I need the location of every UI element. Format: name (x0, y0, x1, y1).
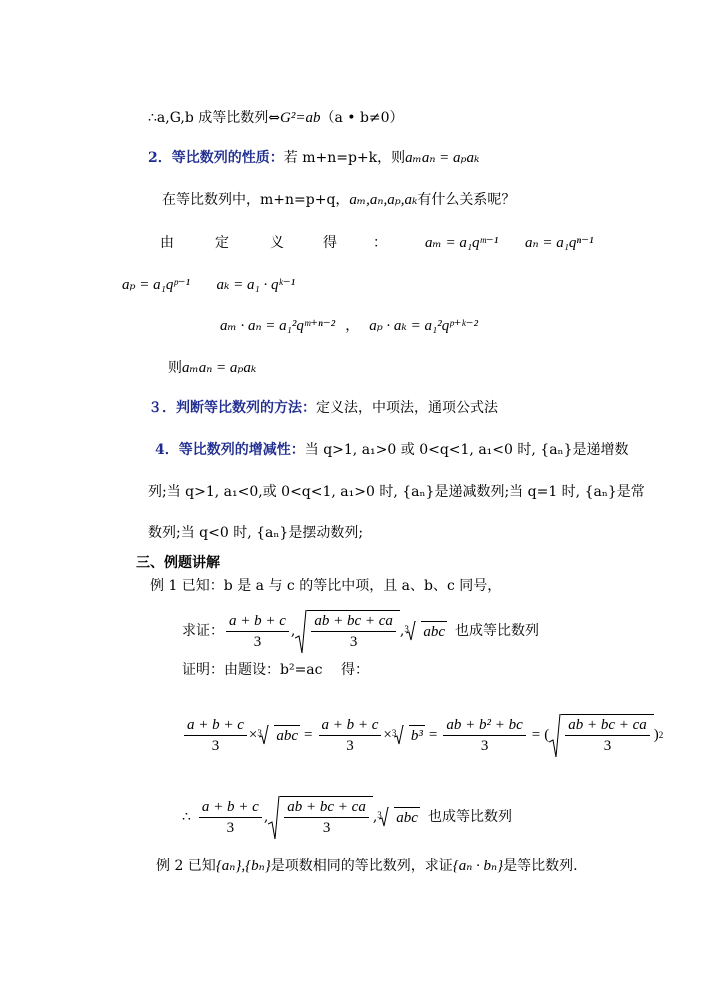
conclusion-formula: aₘaₙ = aₚaₖ (182, 360, 257, 376)
formula-am: aₘ = a₁qᵐ⁻¹ (425, 235, 499, 251)
example-2-formula-2: {aₙ · bₙ} (452, 858, 504, 874)
fraction-sum (226, 611, 289, 652)
fraction-sum-numerator: a + b + c (226, 611, 289, 632)
question-text-2: 有什么关系呢？ (417, 192, 516, 208)
section-2-title: 2．等比数列的性质： (148, 150, 284, 166)
eq-sqrt-fraction (549, 714, 654, 756)
formula-an: aₙ = a₁qⁿ⁻¹ (525, 235, 594, 251)
section-3 (148, 398, 498, 418)
section-2-heading (148, 148, 480, 168)
eq-frac-2-num: a + b + c (319, 715, 382, 736)
equivalence-arrow: ⇔ (268, 110, 280, 126)
spaced-char-2: 定 (215, 235, 229, 251)
cube-root-abc-radicand: abc (421, 621, 447, 642)
equals-2: = (428, 727, 438, 743)
eq-cube-root-abc: 3 abc (257, 725, 300, 746)
line-geometric-mean (148, 108, 404, 128)
formula-ak: aₖ = a₁ · qᵏ⁻¹ (216, 277, 296, 293)
conclusion-label: 则 (168, 360, 182, 376)
eq-frac-3-den: 3 (480, 737, 489, 754)
section-3-title: ３．判断等比数列的方法： (148, 400, 316, 416)
line1-post: （a • b≠0） (320, 110, 404, 126)
spaced-char-3: 义 (270, 235, 284, 251)
section-3-text: 定义法，中项法，通项公式法 (316, 400, 498, 416)
line1-formula: G²=ab (280, 110, 321, 126)
sqrt-numerator: ab + bc + ca (311, 611, 396, 632)
eq-cube-root-b3-radicand: b³ (409, 725, 425, 746)
question-text-1: 在等比数列中，m+n=p+q， (162, 192, 350, 208)
example-1-intro: 例 1 已知：b 是 a 与 c 的等比中项，且 a、b、c 同号， (150, 578, 502, 594)
section-2-formula: aₘaₙ = aₚaₖ (405, 150, 480, 166)
therefore-symbol: ∴ (182, 809, 191, 825)
section-examples-title: 三、例题讲解 (136, 555, 220, 571)
example-2-text-3: 是等比数列. (503, 858, 578, 874)
line1-pre: ∴a,G,b 成等比数列 (148, 110, 269, 126)
concl-frac-num: a + b + c (199, 797, 262, 818)
formula-am-an: aₘ · aₙ = a₁²qᵐ⁺ⁿ⁻² (220, 318, 336, 334)
eq-frac-2-den: 3 (346, 737, 354, 754)
eq-frac-2 (319, 715, 382, 756)
cube-root-abc: 3 abc (404, 621, 447, 642)
eq-frac-1-num: a + b + c (184, 715, 247, 736)
times-sign-1: × (248, 727, 258, 743)
equals-1: = (304, 727, 313, 743)
right-paren: ) (653, 727, 659, 743)
concl-frac-den: 3 (226, 819, 235, 836)
spaced-char-4: 得 (323, 235, 337, 251)
eq-sqrt-den: 3 (603, 738, 612, 754)
section-4-line-1 (155, 440, 629, 460)
formula-ap: aₚ = a₁qᵖ⁻¹ (122, 277, 190, 293)
conclusion-tail: 也成等比数列 (427, 809, 512, 825)
derivation-line-3 (220, 316, 478, 336)
formula-separator: ， (345, 318, 360, 334)
eq-frac-3 (443, 715, 525, 756)
fraction-sum-denominator: 3 (253, 633, 262, 650)
example-2-text-2: 是项数相同的等比数列，求证 (270, 858, 453, 874)
section-2-question (162, 190, 515, 210)
concl-cube-root-radicand: abc (394, 807, 420, 828)
eq-frac-1-den: 3 (211, 737, 220, 754)
question-formula: aₘ,aₙ,aₚ,aₖ (349, 192, 418, 208)
sqrt-denominator: 3 (349, 634, 358, 650)
section-4-line-3: 数列;当 q<0 时, {aₙ}是摆动数列; (148, 525, 364, 541)
section-2-text: 若 m+n=p+k，则 (283, 150, 406, 166)
concl-sqrt-fraction (268, 796, 373, 838)
eq-cube-root-abc-radicand: abc (274, 725, 300, 746)
section-4-line-2: 列;当 q>1, a₁<0,或 0<q<1, a₁>0 时, {aₙ}是递减数列;当 q=1 时, {aₙ}是常 (148, 484, 645, 500)
example-1-conclusion: ∴ $\frac{a + b + c}{3}$ , $\frac{ab + bc + ca}{3}$ , 3 abc 也成等比数列 (182, 792, 512, 842)
example-2 (156, 856, 578, 876)
example-2-text-1: 例 2 已知 (156, 858, 216, 874)
derivation-conclusion (168, 358, 256, 378)
eq-sqrt-num: ab + bc + ca (565, 715, 650, 736)
proof-equation: $\frac{a + b + c}{3}$ × 3 abc = $\frac{a + b + c}{3}$ × 3 b³ = $\frac{\text{ab + b² + bc}}{3}$ = ( $\frac{ab + bc + ca}{3}$ ) 2 (182, 710, 663, 760)
prove-label: 求证： (182, 623, 224, 639)
section-4-title: 4．等比数列的增减性： (155, 442, 305, 458)
eq-frac-3-num: ab + b² + bc (443, 715, 525, 736)
eq-frac-1 (184, 715, 247, 756)
eq-cube-root-b3: 3 b³ (392, 725, 425, 746)
example-2-formula-1: {aₙ},{bₙ} (215, 858, 271, 874)
proof-intro: 证明：由题设：b²=ac 得： (182, 662, 369, 678)
section-4-text-1: 当 q>1, a₁>0 或 0<q<1, a₁<0 时, {aₙ}是递增数 (304, 442, 629, 458)
example-1-claim: 求证： $\frac{a + b + c}{3}$ , $\frac{ab + bc + ca}{3}$ , 3 abc 也成等比数列 (182, 606, 539, 656)
concl-sqrt-num: ab + bc + ca (284, 797, 369, 818)
concl-sqrt-den: 3 (322, 820, 331, 836)
equals-3: = (531, 727, 541, 743)
left-paren: ( (544, 727, 550, 743)
spaced-char-1: 由 (160, 235, 174, 251)
sqrt-fraction (295, 610, 400, 652)
concl-cube-root: 3 abc (377, 807, 420, 828)
concl-fraction-sum (199, 797, 262, 838)
formula-ap-ak: aₚ · aₖ = a₁²qᵖ⁺ᵏ⁻² (369, 318, 479, 334)
derivation-line-2 (122, 275, 295, 295)
claim-tail: 也成等比数列 (455, 623, 540, 639)
spaced-char-5: ： (373, 235, 387, 251)
times-sign-2: × (383, 727, 392, 743)
